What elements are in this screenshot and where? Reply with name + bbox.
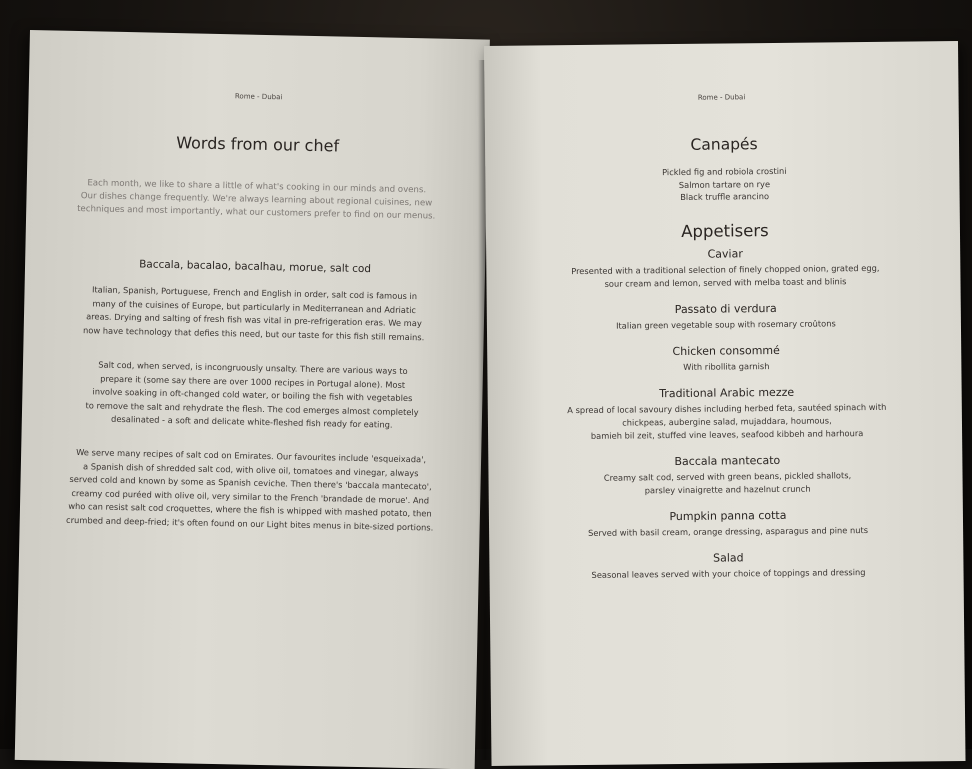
salt-cod-paragraph-3 — [58, 446, 444, 535]
paragraph-line: to remove the salt and rehydrate the flesh. The cod emerges almost completely — [85, 399, 419, 417]
dish-description — [507, 565, 949, 583]
dish-description — [505, 316, 947, 334]
paragraph-line: many of the cuisines of Europe, but particularly in Mediterranean and Adriatic — [92, 297, 417, 315]
chef-heading: Words from our chef — [176, 133, 340, 156]
dish-arabic-mezze — [506, 384, 949, 444]
paragraph-line: now have technology that defies this need, but our taste for this fish still remains. — [82, 324, 425, 342]
description-line: bamieh bil zeit, stuffed vine leaves, seafood kibbeh and harhoura — [590, 427, 864, 441]
dish-description — [506, 400, 948, 444]
route-header: Rome - Dubai — [234, 92, 283, 102]
paragraph-line: Italian, Spanish, Portuguese, French and English in order, salt cod is famous in — [91, 284, 418, 302]
dish-name: Baccala mantecato — [674, 453, 781, 468]
paragraph-line: desalinated - a soft and delicate white-fleshed fish ready for eating. — [111, 413, 393, 430]
description-line: parsley vinaigrette and hazelnut crunch — [644, 483, 811, 495]
paragraph-line: We serve many recipes of salt cod on Emirates. Our favourites include 'esqueixada', — [76, 447, 427, 465]
salt-cod-paragraph-2 — [60, 358, 445, 434]
dish-pumpkin-panna-cotta — [507, 507, 949, 541]
canape-item: Black truffle arancino — [680, 191, 770, 202]
description-line: Served with basil cream, orange dressing, asparagus and pine nuts — [588, 524, 869, 538]
dish-description — [504, 261, 946, 292]
description-line: Presented with a traditional selection of finely chopped onion, grated egg, — [571, 262, 880, 276]
menu-courses — [503, 133, 950, 595]
dish-name: Salad — [713, 550, 744, 565]
intro-line: Our dishes change frequently. We're always learning about regional cuisines, new — [80, 191, 433, 209]
dish-baccala-mantecato — [506, 452, 948, 499]
paragraph-line: Salt cod, when served, is incongruously unsalty. There are various ways to — [98, 359, 408, 376]
paragraph-line: involve soaking in oft-changed cold water, or boiling the fish with vegetables — [92, 386, 413, 404]
dish-name: Pumpkin panna cotta — [669, 508, 787, 523]
dish-description — [505, 358, 947, 376]
dish-salad — [507, 549, 949, 583]
description-line: chickpeas, aubergine salad, mujaddara, houmous, — [622, 414, 832, 428]
paragraph-line: a Spanish dish of shredded salt cod, with olive oil, tomatoes and vinegar, always — [82, 460, 419, 478]
salt-cod-paragraph-1 — [62, 283, 447, 345]
dish-name: Passato di verdura — [674, 301, 777, 316]
paragraph-line: prepare it (some say there are over 1000 recipes in Portugal alone). Most — [100, 373, 406, 390]
description-line: With ribollita garnish — [683, 360, 770, 372]
paragraph-line: creamy cod puréed with olive oil, very similar to the French 'brandade de morue'. And — [71, 487, 430, 505]
description-line: Creamy salt cod, served with green beans, pickled shallots, — [603, 469, 852, 483]
dish-description — [506, 468, 948, 499]
dish-passato-di-verdura — [505, 300, 947, 334]
canape-item: Pickled fig and robiola crostini — [662, 165, 787, 178]
menu-left-page — [15, 30, 490, 769]
canapes-heading: Canapés — [690, 135, 758, 154]
dish-description — [507, 523, 949, 541]
description-line: Italian green vegetable soup with rosemary croûtons — [616, 317, 836, 331]
dish-name: Caviar — [707, 246, 743, 261]
paragraph-line: served cold and known by some as Spanish ceviche. Then there's 'baccala mantecato', — [69, 473, 432, 492]
description-line: Seasonal leaves served with your choice of toppings and dressing — [591, 566, 866, 580]
intro-line: techniques and most importantly, what our customers prefer to find on our menus. — [77, 204, 436, 222]
chef-intro — [70, 177, 443, 224]
description-line: A spread of local savoury dishes including herbed feta, sautéed spinach with — [567, 401, 887, 415]
canape-item: Salmon tartare on rye — [678, 178, 771, 190]
menu-right-page — [484, 41, 966, 766]
paragraph-line: areas. Drying and salting of fresh fish was vital in pre-refrigeration eras. We may — [86, 311, 422, 329]
dish-name: Chicken consommé — [672, 343, 780, 358]
paragraph-line: who can resist salt cod croquettes, where the fish is whipped with mashed potato, then — [68, 500, 432, 519]
description-line: sour cream and lemon, served with melba toast and blinis — [604, 275, 847, 289]
salt-cod-subheading: Baccala, bacalao, bacalhau, morue, salt cod — [139, 258, 372, 276]
paragraph-line: crumbed and deep-fried; it's often found on our Light bites menus in bite-sized portions. — [65, 514, 434, 533]
route-header: Rome - Dubai — [697, 93, 746, 102]
dish-chicken-consomme — [505, 342, 947, 376]
appetisers-heading: Appetisers — [681, 220, 769, 241]
intro-line: Each month, we like to share a little of what's cooking in our minds and ovens. — [87, 178, 427, 196]
dish-name: Traditional Arabic mezze — [659, 385, 795, 400]
dish-caviar — [504, 245, 946, 292]
